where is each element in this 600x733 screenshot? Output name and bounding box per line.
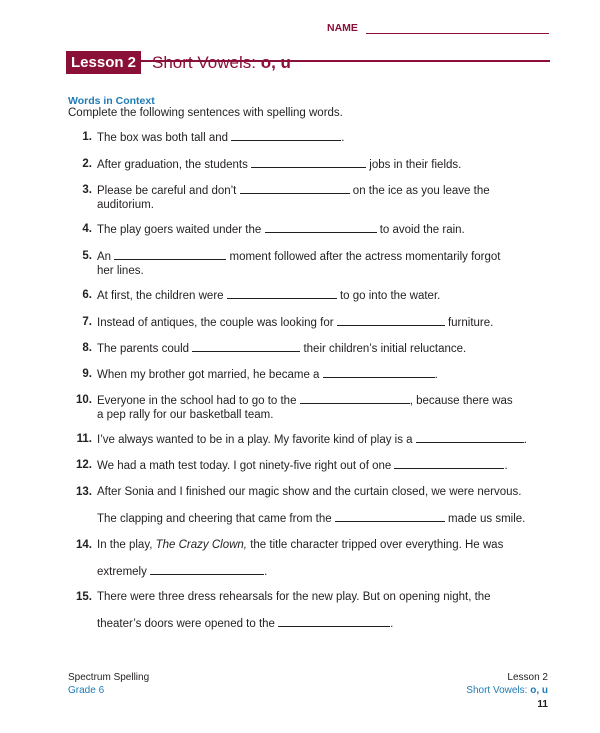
footer-topic: [466, 684, 548, 697]
item-text: The clapping and cheering that came from the: [97, 513, 332, 525]
item-text: a pep rally for our basketball team.: [97, 409, 274, 421]
name-label: NAME: [327, 22, 358, 34]
item-text: .: [504, 460, 508, 472]
item-number: 7.: [82, 316, 92, 328]
item-text: to avoid the rain.: [379, 224, 465, 236]
list-item: [68, 590, 552, 604]
item-text: After Sonia and I finished our magic show and the curtain closed, we were nervous.: [97, 486, 522, 498]
play-title: The Crazy Clown,: [155, 539, 247, 551]
item-text: .: [523, 434, 527, 446]
answer-blank[interactable]: [231, 130, 341, 141]
item-text: Please be careful and don’t: [97, 185, 237, 197]
list-item: [68, 183, 552, 212]
answer-blank[interactable]: [416, 432, 524, 443]
list-item-continuation: [97, 511, 525, 526]
item-number: 5.: [82, 250, 92, 262]
item-text: The parents could: [97, 343, 190, 355]
item-number: 8.: [82, 342, 92, 354]
item-number: 11.: [76, 433, 92, 445]
item-text: extremely: [97, 566, 147, 578]
lesson-badge: Lesson 2: [66, 51, 141, 74]
instructions: Complete the following sentences with spelling words.: [68, 107, 343, 119]
item-number: 12.: [76, 459, 92, 471]
footer-topic-text: Short Vowels:: [466, 685, 528, 696]
item-text: to go into the water.: [339, 290, 441, 302]
item-text: the title character tripped over everything. He was: [250, 539, 504, 551]
lesson-title-letters: o, u: [260, 53, 291, 72]
grade-label: Grade 6: [68, 685, 105, 696]
item-text: .: [264, 566, 268, 578]
footer-left: [68, 671, 149, 697]
list-item: [68, 157, 552, 172]
lesson-title-text: Short Vowels:: [152, 53, 256, 72]
list-item: [68, 538, 552, 552]
answer-blank[interactable]: [227, 288, 337, 299]
item-number: 14.: [76, 539, 92, 551]
item-text: , because there was: [409, 395, 513, 407]
item-text: furniture.: [447, 317, 494, 329]
item-text: her lines.: [97, 265, 144, 277]
list-item: [68, 393, 552, 422]
item-text: There were three dress rehearsals for the new play. But on opening night, the: [97, 591, 491, 603]
item-number: 2.: [82, 158, 92, 170]
item-number: 13.: [76, 486, 92, 498]
item-text: At first, the children were: [97, 290, 224, 302]
item-text: An: [97, 251, 112, 263]
item-text: We had a math test today. I got ninety-five right out of one: [97, 460, 392, 472]
section-heading: Words in Context: [68, 95, 155, 107]
list-item: [68, 341, 552, 356]
item-number: 1.: [82, 131, 92, 143]
item-text: .: [341, 132, 345, 144]
item-text: made us smile.: [448, 513, 526, 525]
item-text: The play goers waited under the: [97, 224, 262, 236]
lesson-title: [152, 51, 291, 74]
list-item: [68, 222, 552, 237]
list-item-continuation: [97, 564, 267, 579]
answer-blank[interactable]: [251, 157, 366, 168]
answer-blank[interactable]: [114, 249, 226, 260]
item-text: jobs in their fields.: [369, 159, 462, 171]
list-item: [68, 432, 552, 447]
book-title: Spectrum Spelling: [68, 672, 150, 683]
item-text: on the ice as you leave the: [352, 185, 490, 197]
footer-lesson: Lesson 2: [507, 672, 548, 683]
name-blank[interactable]: [366, 33, 549, 34]
list-item: [68, 130, 552, 145]
item-number: 4.: [82, 223, 92, 235]
answer-blank[interactable]: [323, 367, 435, 378]
item-text: When my brother got married, he became a: [97, 369, 320, 381]
item-text: After graduation, the students: [97, 159, 248, 171]
item-text: .: [434, 369, 438, 381]
item-text: In the play,: [97, 539, 153, 551]
item-text: Everyone in the school had to go to the: [97, 395, 297, 407]
list-item: [68, 315, 552, 330]
item-text: auditorium.: [97, 199, 154, 211]
answer-blank[interactable]: [337, 315, 445, 326]
item-text: their children’s initial reluctance.: [303, 343, 467, 355]
list-item: [68, 367, 552, 382]
list-item: [68, 458, 552, 473]
item-number: 10.: [76, 394, 92, 406]
answer-blank[interactable]: [300, 393, 410, 404]
item-text: Instead of antiques, the couple was looking for: [97, 317, 334, 329]
list-item: [68, 249, 552, 278]
answer-blank[interactable]: [278, 616, 390, 627]
item-text: The box was both tall and: [97, 132, 229, 144]
item-number: 15.: [76, 591, 92, 603]
item-text: theater’s doors were opened to the: [97, 618, 275, 630]
answer-blank[interactable]: [394, 458, 504, 469]
list-item-continuation: [97, 616, 393, 631]
item-text: .: [390, 618, 394, 630]
item-number: 3.: [82, 184, 92, 196]
list-item: [68, 485, 552, 499]
footer-right: [466, 671, 548, 697]
item-text: moment followed after the actress momentarily forgot: [229, 251, 501, 263]
footer-topic-letters: o, u: [530, 685, 548, 696]
answer-blank[interactable]: [265, 222, 377, 233]
answer-blank[interactable]: [240, 183, 350, 194]
item-number: 9.: [82, 368, 92, 380]
item-number: 6.: [82, 289, 92, 301]
list-item: [68, 288, 552, 303]
page-number: 11: [537, 699, 548, 710]
item-text: I’ve always wanted to be in a play. My favorite kind of play is a: [97, 434, 413, 446]
answer-blank[interactable]: [192, 341, 300, 352]
answer-blank[interactable]: [335, 511, 445, 522]
answer-blank[interactable]: [150, 564, 264, 575]
